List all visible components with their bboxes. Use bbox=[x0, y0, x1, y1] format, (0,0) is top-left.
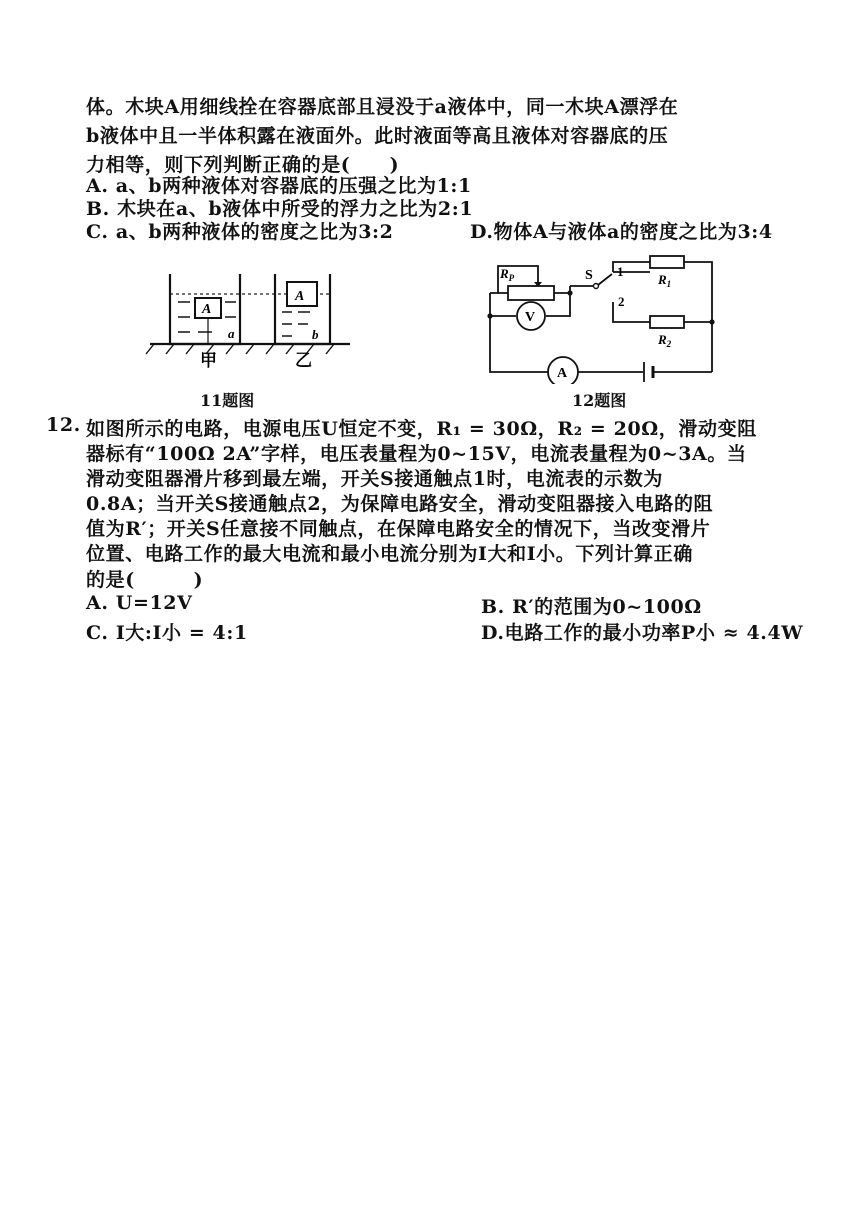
q12-number: 12. bbox=[46, 414, 81, 436]
q11-line-3: 力相等，则下列判断正确的是( ) bbox=[86, 154, 400, 176]
q12-option-b: B. R′的范围为0~100Ω bbox=[481, 596, 702, 618]
resistor-r2 bbox=[650, 316, 684, 328]
block-a-label-right: A bbox=[295, 289, 305, 304]
q12-option-c: C. I大:I小 = 4:1 bbox=[86, 622, 248, 644]
q12-line-1: 如图所示的电路，电源电压U恒定不变，R₁ = 30Ω，R₂ = 20Ω，滑动变阻 bbox=[86, 418, 757, 440]
container-jia bbox=[170, 274, 240, 344]
q11-option-b: B. 木块在a、b液体中所受的浮力之比为2:1 bbox=[86, 198, 474, 220]
q11-line-2: b液体中且一半体积露在液面外。此时液面等高且液体对容器底的压 bbox=[86, 125, 669, 147]
q12-option-a: A. U=12V bbox=[86, 592, 193, 614]
switch-blade bbox=[598, 274, 612, 285]
rheostat-rp bbox=[508, 286, 554, 300]
figure-12-caption: 12题图 bbox=[572, 391, 627, 410]
q12-line-4: 0.8A；当开关S接通触点2，为保障电路安全，滑动变阻器接入电路的阻 bbox=[86, 493, 714, 515]
contact-1-label: 1 bbox=[617, 264, 624, 279]
q11-line-1: 体。木块A用细线拴在容器底部且浸没于a液体中，同一木块A漂浮在 bbox=[86, 96, 679, 118]
label-jia: 甲 bbox=[200, 351, 217, 370]
q12-line-7: 的是( ) bbox=[86, 569, 204, 591]
voltmeter-label: V bbox=[525, 310, 536, 325]
q12-line-3: 滑动变阻器滑片移到最左端，开关S接通触点1时，电流表的示数为 bbox=[86, 468, 663, 490]
label-yi: 乙 bbox=[295, 351, 312, 370]
q12-line-6: 位置、电路工作的最大电流和最小电流分别为I大和I小。下列计算正确 bbox=[86, 543, 693, 565]
q12-option-d: D.电路工作的最小功率P小 ≈ 4.4W bbox=[481, 622, 804, 644]
contact-2-label: 2 bbox=[618, 294, 625, 309]
r2-label: $R_2$ bbox=[658, 332, 672, 349]
block-a-label-left: A bbox=[202, 302, 212, 317]
q11-option-c: C. a、b两种液体的密度之比为3:2 bbox=[86, 221, 394, 243]
q11-option-d: D.物体A与液体a的密度之比为3:4 bbox=[470, 221, 773, 243]
q12-line-2: 器标有“100Ω 2A”字样，电压表量程为0~15V，电流表量程为0~3A。当 bbox=[86, 443, 747, 465]
resistor-r1 bbox=[650, 256, 684, 268]
container-yi bbox=[275, 274, 330, 344]
liquid-b-label: b bbox=[312, 327, 319, 342]
switch-label: S bbox=[585, 268, 593, 283]
ammeter-label: A bbox=[557, 366, 568, 381]
q12-line-5: 值为R′；开关S任意接不同触点，在保障电路安全的情况下，当改变滑片 bbox=[86, 518, 711, 540]
q11-option-a: A. a、b两种液体对容器底的压强之比为1:1 bbox=[86, 175, 472, 197]
figure-11-containers bbox=[140, 262, 360, 372]
figure-12-circuit bbox=[478, 254, 728, 384]
rp-label: $R_P$ bbox=[500, 266, 515, 283]
figure-11-caption: 11题图 bbox=[200, 391, 255, 410]
liquid-a-label: a bbox=[228, 326, 235, 341]
r1-label: $R_1$ bbox=[658, 272, 672, 289]
